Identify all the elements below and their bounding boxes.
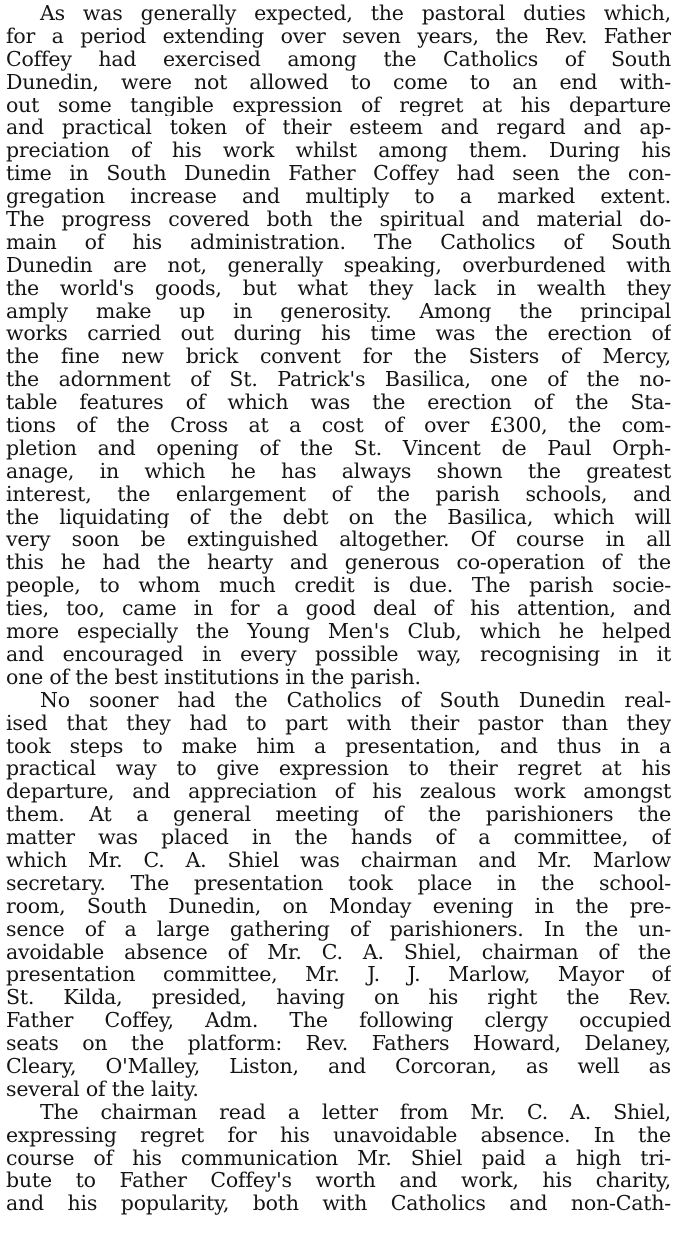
text-line: pletion and opening of the St. Vincent de Paul Orph-: [6, 436, 671, 460]
text-line: seats on the platform: Rev. Fathers Howard, Delaney,: [6, 1032, 671, 1055]
text-line: one of the best institutions in the parish.: [6, 665, 421, 689]
text-line: bute to Father Coffey's worth and work, his charity,: [6, 1169, 671, 1193]
text-line: Coffey had exercised among the Catholics of South: [6, 47, 671, 71]
text-line: time in South Dunedin Father Coffey had seen the con-: [6, 162, 671, 186]
text-line: and practical token of their esteem and regard and ap-: [6, 116, 671, 140]
text-line: departure, and appreciation of his zealous work amongst: [6, 780, 671, 804]
text-line: the adornment of St. Patrick's Basilica, one of the no-: [6, 368, 671, 392]
text-line: Dunedin, were not allowed to come to an end with-: [6, 70, 671, 94]
text-line: matter was placed in the hands of a committee, of: [6, 826, 671, 849]
text-line: which Mr. C. A. Shiel was chairman and Mr. Marlow: [6, 848, 671, 872]
text-line: the fine new brick convent for the Sisters of Mercy,: [6, 345, 671, 369]
text-line: The progress covered both the spiritual and material do-: [6, 208, 671, 231]
text-line: the liquidating of the debt on the Basilica, which will: [6, 505, 671, 529]
text-line: avoidable absence of Mr. C. A. Shiel, chairman of the: [6, 940, 671, 964]
text-line: table features of which was the erection of the Sta-: [6, 391, 671, 415]
text-line: ised that they had to part with their pastor than they: [6, 711, 671, 735]
text-line: expressing regret for his unavoidable absence. In the: [6, 1123, 671, 1147]
text-line: out some tangible expression of regret at his departure: [6, 93, 671, 117]
text-line: gregation increase and multiply to a marked extent.: [6, 185, 671, 209]
text-line: tions of the Cross at a cost of over £300, the com-: [6, 414, 671, 437]
article-body: [6, 2, 671, 1215]
text-line: Cleary, O'Malley, Liston, and Corcoran, as well as: [6, 1054, 671, 1078]
text-line: and encouraged in every possible way, recognising in it: [6, 642, 671, 666]
text-line: main of his administration. The Catholics of South: [6, 230, 671, 254]
text-line: for a period extending over seven years, the Rev. Father: [6, 24, 671, 48]
text-line: more especially the Young Men's Club, which he helped: [6, 620, 671, 643]
text-line: several of the laity.: [6, 1077, 199, 1101]
text-line: them. At a general meeting of the parishioners the: [6, 803, 671, 827]
text-line: took steps to make him a presentation, and thus in a: [6, 734, 671, 758]
text-line: works carried out during his time was the erection of: [6, 322, 671, 346]
text-line: preciation of his work whilst among them. During his: [6, 139, 671, 163]
text-line: and his popularity, both with Catholics and non-Cath-: [6, 1192, 671, 1216]
text-line: ties, too, came in for a good deal of his attention, and: [6, 597, 671, 621]
text-line: people, to whom much credit is due. The parish socie-: [6, 574, 671, 598]
text-line: room, South Dunedin, on Monday evening in the pre-: [6, 894, 671, 918]
text-line: secretary. The presentation took place in the school-: [6, 871, 671, 895]
text-line: anage, in which he has always shown the greatest: [6, 459, 671, 483]
text-line: St. Kilda, presided, having on his right the Rev.: [6, 986, 671, 1010]
text-line: No sooner had the Catholics of South Dunedin real-: [40, 688, 671, 712]
text-line: this he had the hearty and generous co-operation of the: [6, 551, 671, 575]
text-line: practical way to give expression to their regret at his: [6, 757, 671, 781]
text-line: Father Coffey, Adm. The following clergy occupied: [6, 1009, 671, 1033]
text-line: sence of a large gathering of parishioners. In the un-: [6, 917, 671, 941]
text-line: As was generally expected, the pastoral duties which,: [40, 2, 671, 25]
text-line: amply make up in generosity. Among the principal: [6, 299, 671, 323]
text-line: the world's goods, but what they lack in wealth they: [6, 276, 671, 300]
text-line: interest, the enlargement of the parish schools, and: [6, 482, 671, 506]
text-line: The chairman read a letter from Mr. C. A. Shiel,: [40, 1100, 671, 1124]
text-line: Dunedin are not, generally speaking, overburdened with: [6, 253, 671, 277]
text-line: very soon be extinguished altogether. Of course in all: [6, 528, 671, 552]
text-line: presentation committee, Mr. J. J. Marlow, Mayor of: [6, 963, 671, 987]
text-line: course of his communication Mr. Shiel paid a high tri-: [6, 1146, 671, 1170]
